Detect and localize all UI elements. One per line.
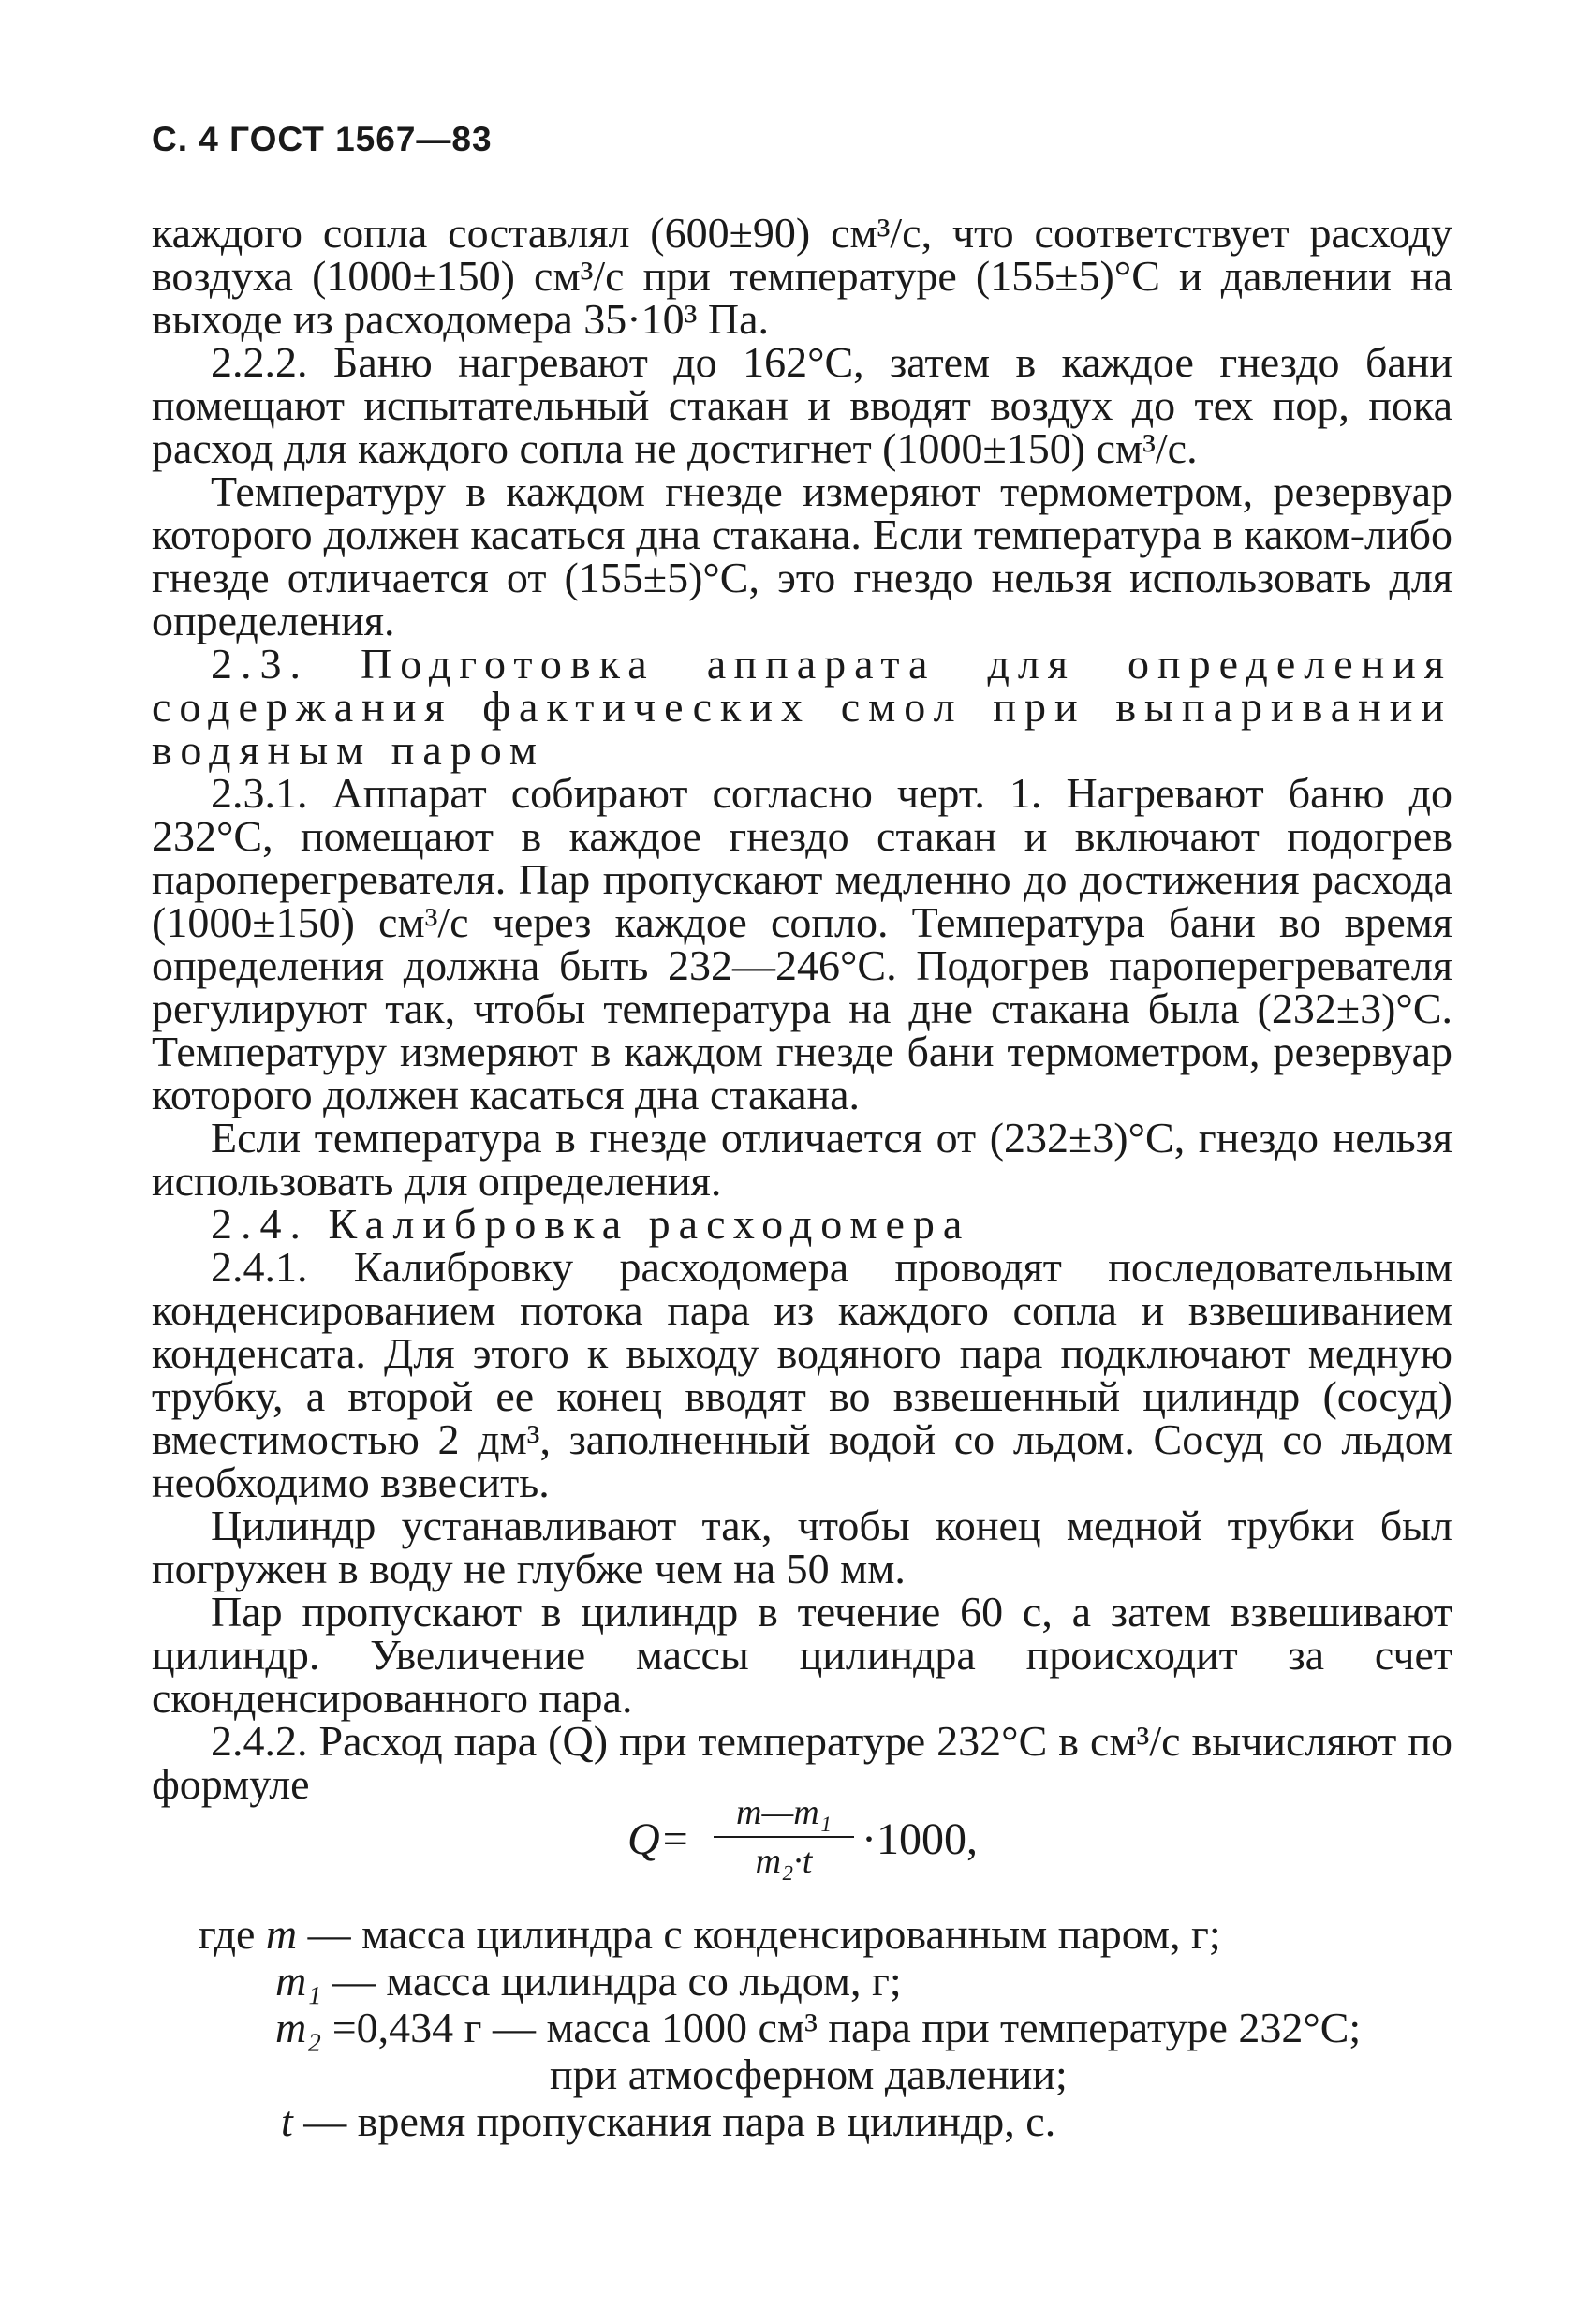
legend-row-t — [199, 2098, 1463, 2145]
paragraph-2-4-1: 2.4.1. Калибровку расходомера проводят последовательным конденсированием потока пара из каждого сопла и взвешиванием конденсата. Для этого к выходу водяного пара подключают медную трубку, а второй ее конец вводят во взвешенный цилиндр (сосуд) вместимостью 2 дм³, заполненный водой со льдом. Сосуд со льдом необходимо взвесить. — [152, 1243, 1452, 1506]
paragraph-cylinder: Цилиндр устанавливают так, чтобы конец медной трубки был погружен в воду не глубже чем на 50 мм. — [152, 1502, 1452, 1592]
legend-row-m2 — [199, 2005, 1463, 2051]
section-heading-2-3: 2.3. Подготовка аппарата для определения содержания фактических смол при выпаривании водяным паром — [152, 640, 1452, 774]
paragraph-continuation: каждого сопла составлял (600±90) см³/с, что соответствует расходу воздуха (1000±150) см³/с при температуре (155±5)°С и давлении на выходе из расходомера 35·10³ Па. — [152, 209, 1452, 343]
paragraph-temperature-check: Температуру в каждом гнезде измеряют термометром, резервуар которого должен касаться дна стакана. Если температура в каком-либо гнезде отличается от (155±5)°С, это гнездо нельзя использовать для определения. — [152, 467, 1452, 644]
legend-row-m1 — [199, 1958, 1463, 2005]
legend-symbol: t — [281, 2097, 293, 2145]
legend-text: — масса цилиндра со льдом, г; — [332, 1957, 902, 2005]
paragraph-2-4-2: 2.4.2. Расход пара (Q) при температуре 232°С в см³/с вычисляют по формуле — [152, 1717, 1452, 1808]
legend-symbol: m — [265, 1910, 298, 1958]
legend-text: — масса цилиндра с конденсированным паром, г; — [307, 1910, 1221, 1958]
formula-legend — [199, 1911, 1463, 2145]
formula-fraction — [714, 1791, 854, 1883]
paragraph-2-2-2: 2.2.2. Баню нагревают до 162°С, затем в каждое гнездо бани помещают испытательный стакан и вводят воздух до тех пор, пока расход для каждого сопла не достигнет (1000±150) см³/с. — [152, 338, 1452, 472]
fraction-bar — [714, 1836, 854, 1838]
paragraph-steam: Пар пропускают в цилиндр в течение 60 с, а затем взвешивают цилиндр. Увеличение массы цилиндра происходит за счет сконденсированного пара. — [152, 1588, 1452, 1722]
section-heading-2-4: 2.4. Калибровка расходомера — [211, 1200, 971, 1248]
legend-row-pressure — [199, 2051, 1463, 2098]
flow-formula — [627, 1791, 1021, 1894]
legend-row-m — [199, 1911, 1463, 1958]
legend-text: =0,434 г — масса 1000 см³ пара при температуре 232°С; — [332, 2004, 1362, 2051]
page-header: С. 4 ГОСТ 1567—83 — [152, 120, 493, 158]
legend-symbol: m₂ — [275, 2004, 322, 2051]
paragraph-2-3-1: 2.3.1. Аппарат собирают согласно черт. 1. Нагревают баню до 232°С, помещают в каждое гнездо стакан и включают подогрев пароперегревателя. Пар пропускают медленно до достижения расхода (1000±150) см³/с через каждое сопло. Температура бани во время определения должна быть 232—246°С. Подогрев пароперегревателя регулируют так, чтобы температура на дне стакана была (232±3)°С. Температуру измеряют в каждом гнезде бани термометром, резервуар которого должен касаться дна стакана. — [152, 769, 1452, 1118]
legend-prefix: где — [199, 1910, 256, 1958]
formula-numerator: m—m₁ — [736, 1793, 832, 1832]
legend-text: — время пропускания пара в цилиндр, с. — [303, 2097, 1056, 2145]
formula-lhs: Q= — [627, 1814, 691, 1864]
formula-rhs: ·1000, — [862, 1814, 978, 1864]
paragraph-nest-temperature: Если температура в гнезде отличается от (232±3)°С, гнездо нельзя использовать для определения. — [152, 1114, 1452, 1205]
formula-denominator: m₂·t — [755, 1842, 813, 1881]
legend-text: при атмосферном давлении; — [550, 2050, 1068, 2098]
legend-symbol: m₁ — [275, 1957, 322, 2005]
document-body — [152, 209, 1452, 1808]
